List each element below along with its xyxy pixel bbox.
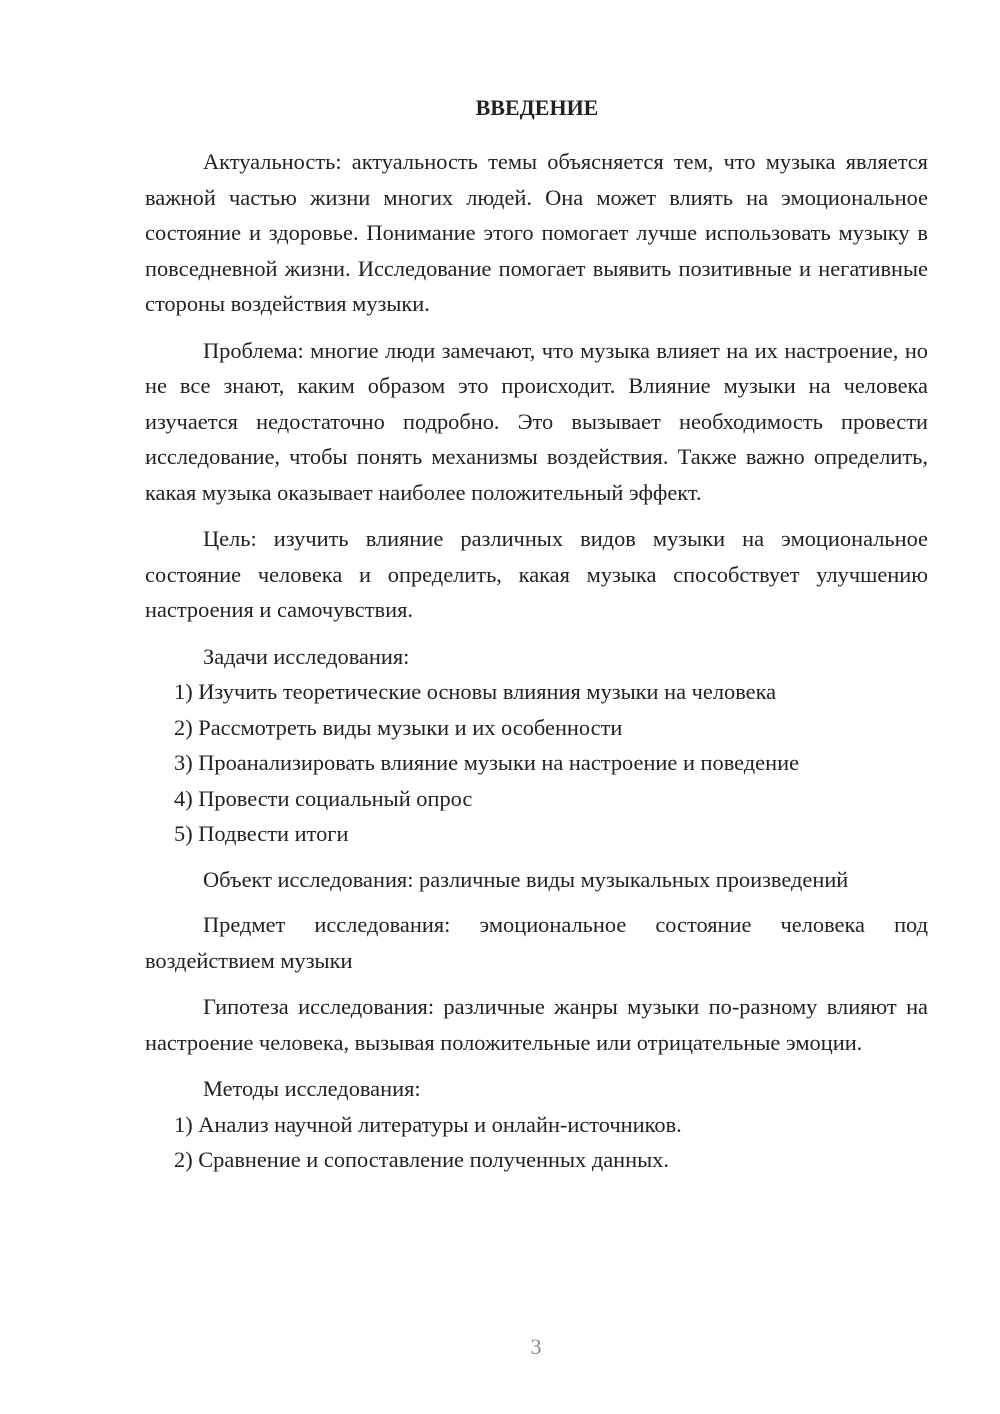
relevance-paragraph: Актуальность: актуальность темы объясняется тем, что музыка является важной частью жизни многих людей. Она может влиять на эмоциональное состояние и здоровье. Понимание этого помогает лучше использовать музыку в повседневной жизни. Исследование помогает выявить позитивные и негативные стороны воздействия музыки. [145, 149, 928, 316]
list-item: 1) Изучить теоретические основы влияния музыки на человека [174, 679, 777, 704]
tasks-list [145, 674, 928, 852]
document-page [145, 93, 928, 1178]
subject-paragraph: Предмет исследования: эмоциональное состояние человека под воздействием музыки [145, 912, 928, 973]
list-item: 3) Проанализировать влияние музыки на настроение и поведение [174, 750, 800, 775]
methods-heading: Методы исследования: [203, 1076, 421, 1101]
goal-paragraph: Цель: изучить влияние различных видов музыки на эмоциональное состояние человека и определить, какая музыка способствует улучшению настроения и самочувствия. [145, 526, 928, 622]
object-paragraph: Объект исследования: различные виды музыкальных произведений [203, 866, 849, 892]
hypothesis-paragraph: Гипотеза исследования: различные жанры музыки по-разному влияют на настроение человека, вызывая положительные или отрицательные эмоции. [145, 994, 928, 1055]
list-item: 2) Рассмотреть виды музыки и их особенности [174, 714, 623, 740]
list-item: 1) Анализ научной литературы и онлайн-источников. [174, 1111, 682, 1137]
tasks-heading: Задачи исследования: [203, 643, 410, 669]
section-title: ВВЕДЕНИЕ [475, 95, 599, 120]
problem-paragraph: Проблема: многие люди замечают, что музыка влияет на их настроение, но не все знают, каким образом это происходит. Влияние музыки на человека изучается недостаточно подробно. Это вызывает необходимость провести исследование, чтобы понять механизмы воздействия. Также важно определить, какая музыка оказывает наиболее положительный эффект. [145, 337, 928, 505]
page-number: 3 [530, 1334, 542, 1359]
methods-list [145, 1107, 928, 1178]
list-item: 5) Подвести итоги [174, 821, 349, 846]
list-item: 4) Провести социальный опрос [174, 785, 473, 811]
list-item: 2) Сравнение и сопоставление полученных данных. [174, 1147, 669, 1172]
